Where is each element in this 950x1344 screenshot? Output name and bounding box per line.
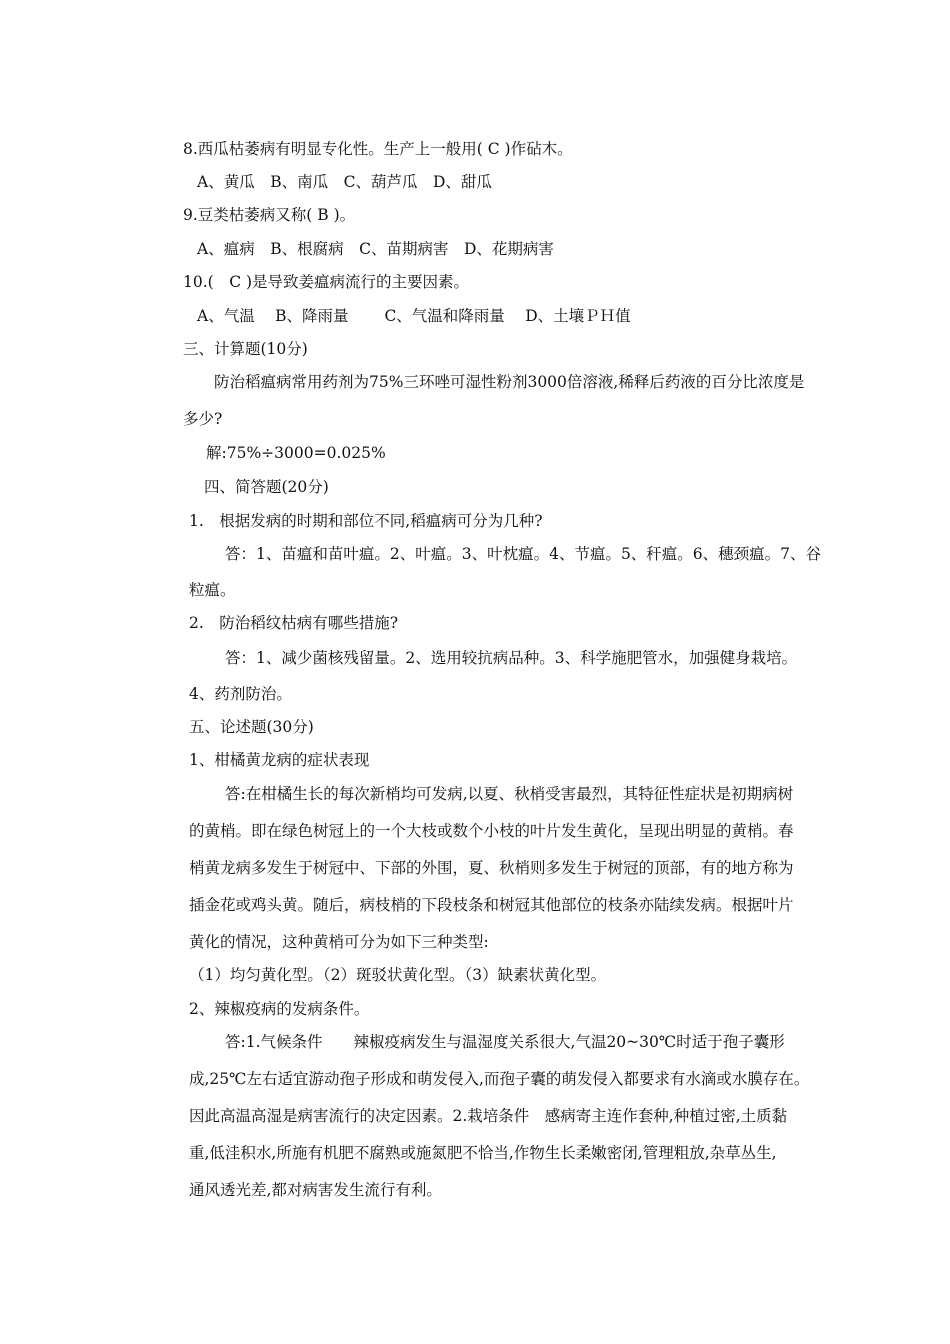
short-question-2: 2. 防治稻纹枯病有哪些措施?: [189, 614, 399, 632]
essay-answer-1-line-6: （1）均匀黄化型。（2）斑驳状黄化型。（3）缺素状黄化型。: [189, 966, 607, 984]
essay-answer-1-line-4: 插金花或鸡头黄。随后，病枝梢的下段枝条和树冠其他部位的枝条亦陆续发病。根据叶片: [189, 896, 794, 914]
short-answer-2-line-2: 4、药剂防治。: [189, 685, 292, 703]
essay-answer-2-line-3: 因此高温高湿是病害流行的决定因素。2.栽培条件 感病寄主连作套种,种植过密,土质黏: [189, 1107, 788, 1125]
question-8: 8.西瓜枯萎病有明显专化性。生产上一般用( C )作砧木。: [183, 140, 573, 158]
question-9: 9.豆类枯萎病又称( B )。: [183, 206, 356, 224]
essay-answer-2-line-1: 答:1.气候条件 辣椒疫病发生与温湿度关系很大,气温20~30℃时适于孢子囊形: [225, 1033, 785, 1051]
essay-answer-1-line-2: 的黄梢。即在绿色树冠上的一个大枝或数个小枝的叶片发生黄化，呈现出明显的黄梢。春: [189, 822, 794, 840]
essay-answer-2-line-4: 重,低洼积水,所施有机肥不腐熟或施氮肥不恰当,作物生长柔嫩密闭,管理粗放,杂草丛生,: [189, 1144, 777, 1162]
short-answer-2-line-1: 答：1、减少菌核残留量。2、选用较抗病品种。3、科学施肥管水，加强健身栽培。: [225, 649, 798, 667]
calc-answer: 解:75%÷3000=0.025%: [206, 444, 386, 462]
short-answer-1-line-2: 粒瘟。: [189, 581, 236, 599]
essay-answer-2-line-5: 通风透光差,都对病害发生流行有利。: [189, 1181, 442, 1199]
section-5-heading: 五、论述题(30分): [189, 718, 314, 736]
short-answer-1-line-1: 答：1、苗瘟和苗叶瘟。2、叶瘟。3、叶枕瘟。4、节瘟。5、秆瘟。6、穗颈瘟。7、谷: [225, 545, 822, 563]
essay-answer-2-line-2: 成,25℃左右适宜游动孢子形成和萌发侵入,而孢子囊的萌发侵入都要求有水滴或水膜存在。: [189, 1070, 810, 1088]
question-9-options: A、瘟病 B、根腐病 C、苗期病害 D、花期病害: [197, 240, 554, 258]
essay-answer-1-line-5: 黄化的情况，这种黄梢可分为如下三种类型:: [189, 933, 489, 951]
essay-question-2: 2、辣椒疫病的发病条件。: [189, 1000, 370, 1018]
question-10-options: A、气温 B、降雨量 C、气温和降雨量 D、土壤ＰＨ值: [197, 307, 631, 325]
essay-answer-1-line-3: 梢黄龙病多发生于树冠中、下部的外围，夏、秋梢则多发生于树冠的顶部，有的地方称为: [189, 859, 794, 877]
question-10: 10.( C )是导致姜瘟病流行的主要因素。: [183, 273, 470, 291]
question-8-options: A、黄瓜 B、南瓜 C、葫芦瓜 D、甜瓜: [197, 173, 492, 191]
short-question-1: 1. 根据发病的时期和部位不同,稻瘟病可分为几种?: [189, 512, 543, 530]
essay-question-1: 1、柑橘黄龙病的症状表现: [189, 751, 370, 769]
section-3-heading: 三、计算题(10分): [183, 340, 308, 358]
essay-answer-1-line-1: 答:在柑橘生长的每次新梢均可发病,以夏、秋梢受害最烈，其特征性症状是初期病树: [225, 785, 794, 803]
calc-question-line-1: 防治稻瘟病常用药剂为75%三环唑可湿性粉剂3000倍溶液,稀释后药液的百分比浓度是: [214, 373, 805, 391]
section-4-heading: 四、简答题(20分): [204, 478, 329, 496]
calc-question-line-2: 多少?: [183, 410, 223, 428]
